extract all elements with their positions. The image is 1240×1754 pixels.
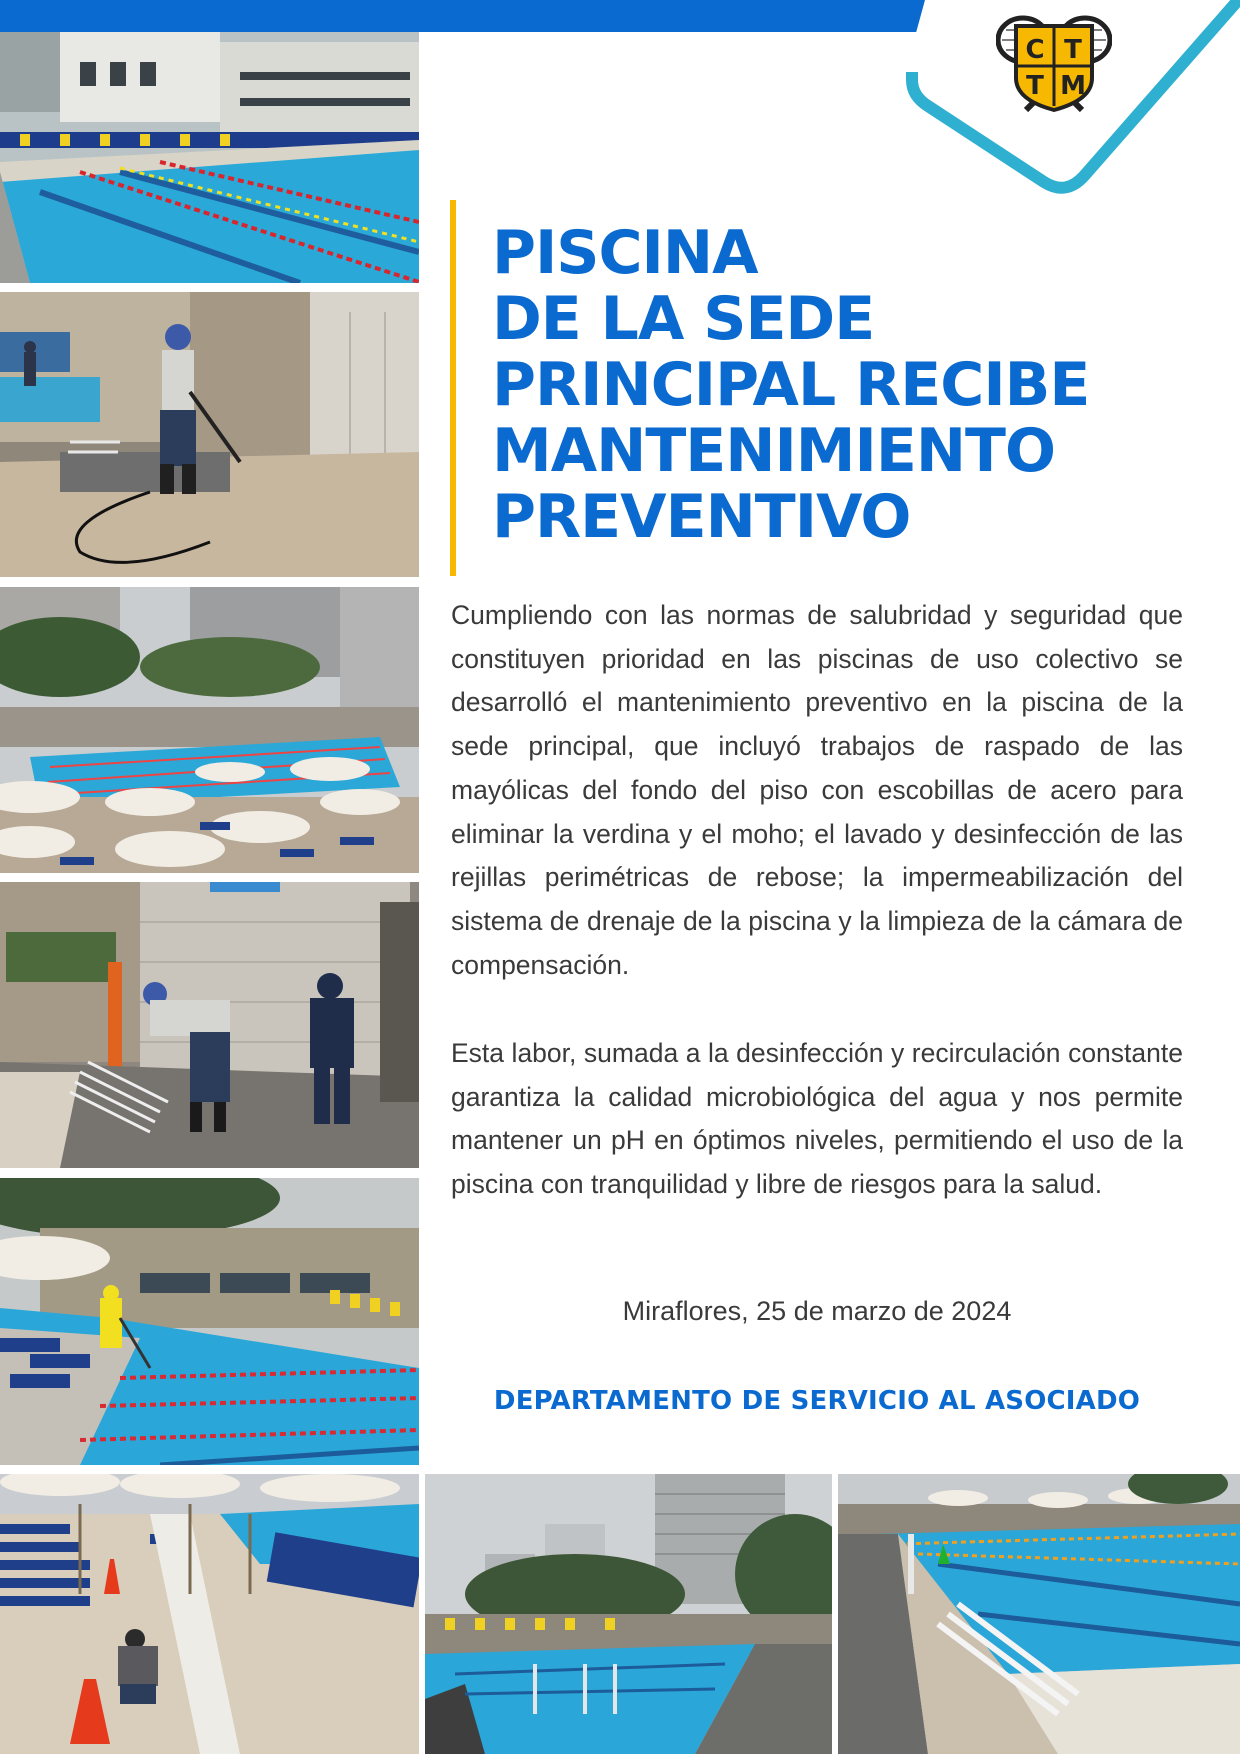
body-paragraph-1: Cumpliendo con las normas de salubridad y seguridad que constituyen prioridad en las piscinas de uso colectivo se desarrolló el mantenimiento preventivo en la piscina de la sede principal, que incluyó trabajos de raspado de las mayólicas del fondo del piso con escobillas de acero para eliminar la verdina y el moho; el lavado y desinfección de las rejillas perimétricas de rebose; la impermeabilización del sistema de drenaje de la piscina y la limpieza de la cámara de compensación. — [451, 600, 1183, 980]
page-title — [492, 220, 1212, 550]
photo-worker-cones — [0, 1474, 419, 1754]
photo-worker-pressure-wash — [0, 292, 419, 577]
title-line-3: PRINCIPAL RECIBE — [492, 350, 1090, 420]
logo-letter-t1: T — [1064, 35, 1082, 65]
body-paragraph-2: Esta labor, sumada a la desinfección y recirculación constante garantiza la calidad microbiológica del agua y nos permite mantener un pH en óptimos niveles, permitiendo el uso de la piscina con tranquilidad y libre de riesgos para la salud. — [451, 1038, 1183, 1200]
photo-workers-grates — [0, 882, 419, 1168]
logo-letter-t2: T — [1026, 71, 1044, 101]
photo-pool-lanes — [0, 32, 419, 283]
title-line-4: MANTENIMIENTO — [492, 416, 1055, 486]
date-line: Miraflores, 25 de marzo de 2024 — [622, 1296, 1012, 1326]
title-line-2: DE LA SEDE — [492, 284, 875, 354]
logo-letter-c: C — [1025, 35, 1045, 65]
club-logo — [996, 14, 1112, 116]
photo-pool-buildings — [425, 1474, 832, 1754]
photo-pool-grates-edge — [838, 1474, 1240, 1754]
title-accent-bar — [450, 200, 456, 576]
photo-pool-cleaning — [0, 1178, 419, 1465]
department-signature: DEPARTAMENTO DE SERVICIO AL ASOCIADO — [493, 1386, 1141, 1416]
photo-pool-overview — [0, 587, 419, 873]
title-line-1: PISCINA — [492, 218, 758, 288]
logo-letter-m: M — [1060, 71, 1086, 101]
title-line-5: PREVENTIVO — [492, 482, 911, 552]
